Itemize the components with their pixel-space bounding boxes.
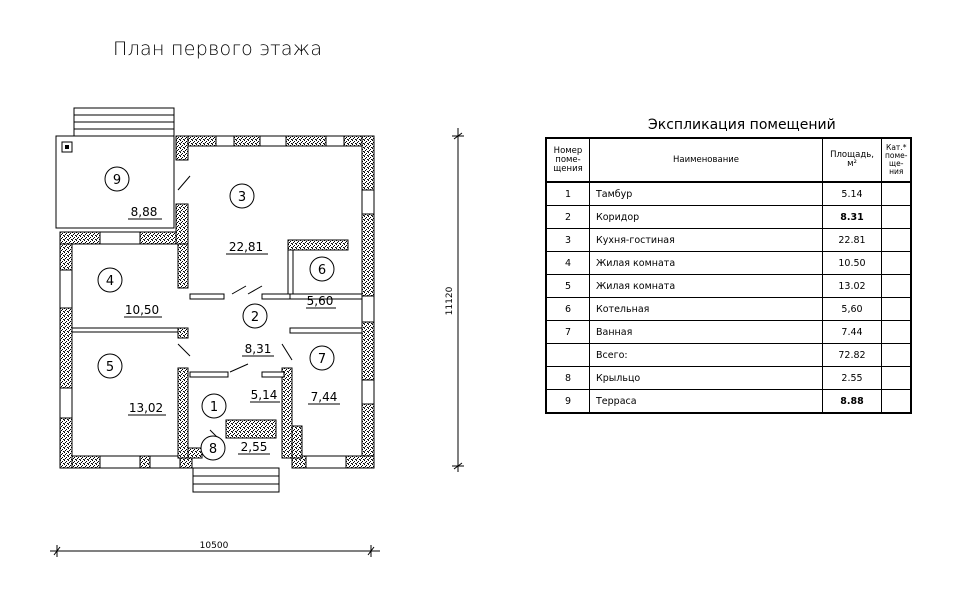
table-row (546, 367, 911, 390)
room-1-area: 5,14 (250, 388, 278, 402)
cell-area: 5,60 (823, 298, 882, 321)
cell-name: Жилая комната (590, 252, 823, 275)
cell-name: Коридор (590, 206, 823, 229)
cell-number: 8 (546, 367, 590, 390)
room-9-area: 8,88 (130, 205, 158, 219)
room-8-area: 2,55 (240, 440, 268, 454)
cell-area: 2.55 (823, 367, 882, 390)
explication-body (546, 182, 911, 413)
header-category: Кат.* поме- ще- ния (882, 138, 912, 182)
table-row (546, 298, 911, 321)
cell-area: 13.02 (823, 275, 882, 298)
room-4-area: 10,50 (124, 303, 160, 317)
dimension-height-label: 11120 (445, 286, 455, 316)
interior-walls (178, 244, 302, 458)
cell-number: 4 (546, 252, 590, 275)
cell-number: 1 (546, 182, 590, 206)
cell-area: 8.31 (823, 206, 882, 229)
room-2-area: 8,31 (244, 342, 272, 356)
cell-name: Жилая комната (590, 275, 823, 298)
cell-name: Кухня-гостиная (590, 229, 823, 252)
table-row (546, 182, 911, 206)
cell-name: Тамбур (590, 182, 823, 206)
cell-category (882, 390, 912, 414)
table-row (546, 206, 911, 229)
dimension-width-label: 10500 (199, 541, 229, 551)
room-8-number: 8 (208, 442, 218, 457)
header-name: Наименование (590, 138, 823, 182)
table-row (546, 252, 911, 275)
table-row (546, 229, 911, 252)
cell-area: 5.14 (823, 182, 882, 206)
room-5-area: 13,02 (128, 401, 164, 415)
cell-name: Терраса (590, 390, 823, 414)
room-7-number: 7 (317, 352, 327, 367)
cell-category (882, 344, 912, 367)
cell-category (882, 321, 912, 344)
room-3-area: 22,81 (228, 240, 264, 254)
terrace-steps (74, 108, 174, 136)
cell-area: 7.44 (823, 321, 882, 344)
cell-number: 2 (546, 206, 590, 229)
explication-table (545, 137, 912, 414)
cell-area: 22.81 (823, 229, 882, 252)
explication-header-row (546, 138, 911, 182)
room-6-area: 5,60 (306, 294, 334, 308)
cell-area: 8.88 (823, 390, 882, 414)
table-row (546, 344, 911, 367)
cell-name: Котельная (590, 298, 823, 321)
room-labels (98, 167, 340, 460)
header-number: Номер поме- щения (546, 138, 590, 182)
room-1-number: 1 (209, 400, 219, 415)
room-2-number: 2 (250, 310, 260, 325)
cell-number: 5 (546, 275, 590, 298)
cell-category (882, 298, 912, 321)
room-7-area: 7,44 (310, 390, 338, 404)
explication-title: Экспликация помещений (648, 117, 836, 133)
cell-name: Крыльцо (590, 367, 823, 390)
header-area: Площадь, м² (823, 138, 882, 182)
cell-number (546, 344, 590, 367)
room-3-number: 3 (237, 190, 247, 205)
cell-category (882, 182, 912, 206)
cell-number: 9 (546, 390, 590, 414)
cell-number: 3 (546, 229, 590, 252)
cell-category (882, 252, 912, 275)
cell-area: 10.50 (823, 252, 882, 275)
cell-name: Всего: (590, 344, 823, 367)
room-9-number: 9 (112, 173, 122, 188)
porch-steps (193, 468, 279, 492)
cell-category (882, 367, 912, 390)
table-row (546, 390, 911, 414)
room-6-number: 6 (317, 263, 327, 278)
table-row (546, 275, 911, 298)
cell-category (882, 206, 912, 229)
cell-name: Ванная (590, 321, 823, 344)
cell-category (882, 275, 912, 298)
cell-category (882, 229, 912, 252)
plan-title: План первого этажа (113, 38, 323, 60)
room-5-number: 5 (105, 360, 115, 375)
cell-number: 7 (546, 321, 590, 344)
cell-area: 72.82 (823, 344, 882, 367)
cell-number: 6 (546, 298, 590, 321)
room-4-number: 4 (105, 274, 115, 289)
table-row (546, 321, 911, 344)
